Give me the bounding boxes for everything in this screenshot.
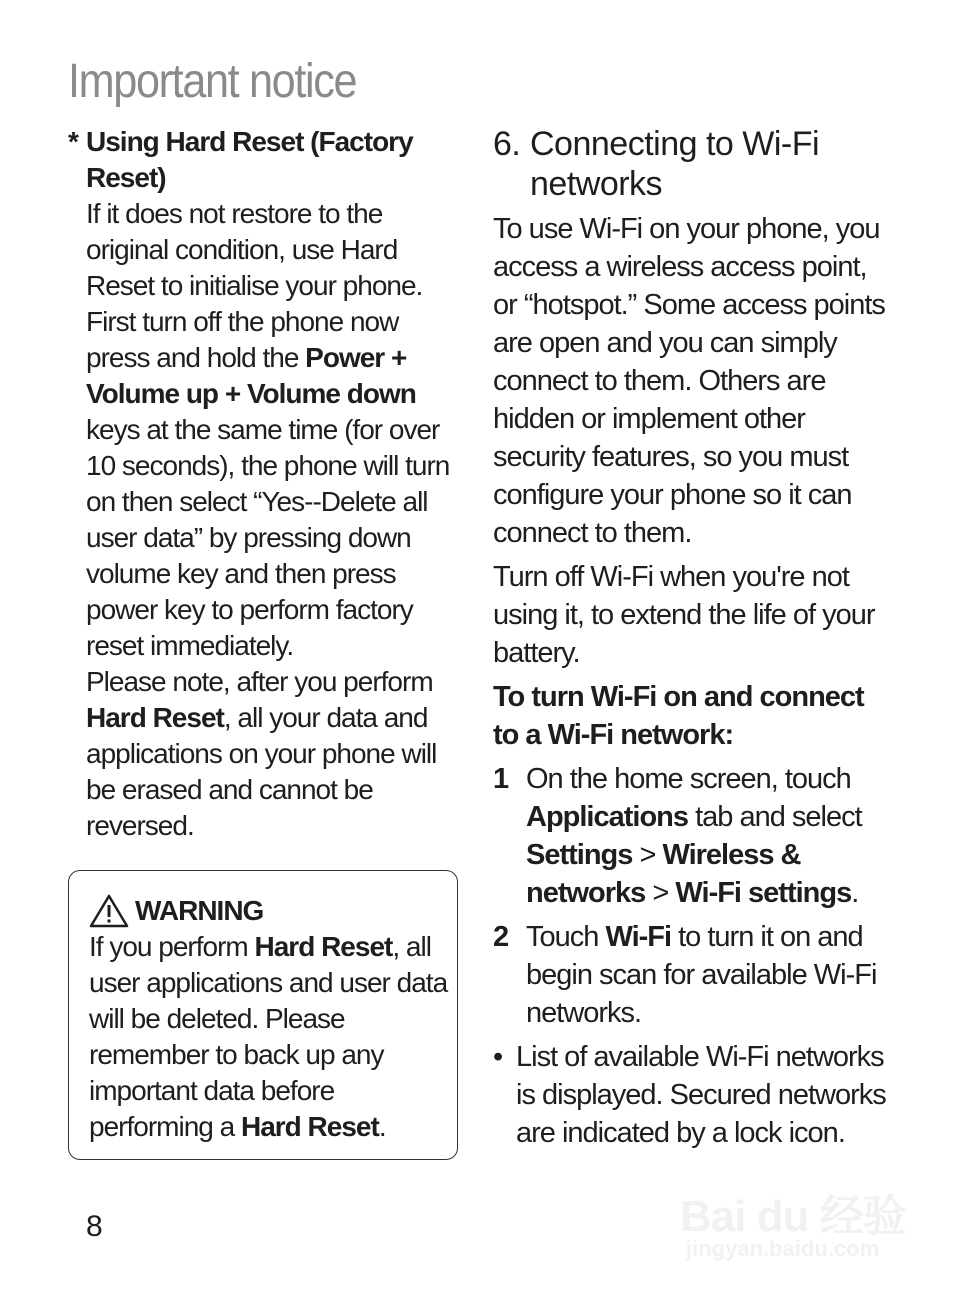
page-title: Important notice	[68, 55, 357, 108]
section-number: 6.	[493, 125, 521, 163]
section-title: 6. Connecting to Wi-Fi networks	[493, 125, 820, 203]
wifi-intro-paragraph: To use Wi-Fi on your phone, you access a wireless access point, or “hotspot.” Some access points are open and you can simply connect to them. Others are hidden or implement other security features, so you must configure your phone so it can connect to them.	[493, 213, 885, 549]
right-column	[493, 124, 893, 1152]
step-number: 2	[493, 921, 509, 953]
step-2: 2 Touch Wi-Fi to turn it on and begin scan for available Wi-Fi networks.	[493, 918, 893, 1032]
step-number: 1	[493, 763, 509, 795]
left-column	[68, 124, 463, 844]
wifi-battery-paragraph: Turn off Wi-Fi when you're not using it, to extend the life of your battery.	[493, 561, 875, 669]
watermark-brand: Bai du 经验	[680, 1192, 906, 1241]
hard-reset-note: Please note, after you perform Hard Reset, all your data and applications on your phone will be erased and cannot be reversed.	[86, 666, 437, 841]
wifi-subheading: To turn Wi-Fi on and connect to a Wi-Fi network:	[493, 681, 864, 751]
key-combination: Power + Volume up + Volume down	[86, 342, 416, 409]
baidu-watermark	[680, 1158, 910, 1268]
hard-reset-title: Using Hard Reset (Factory Reset)	[86, 126, 413, 193]
watermark-url: jingyan.baidu.com	[686, 1236, 880, 1261]
page-number: 8	[86, 1210, 103, 1243]
warning-text: If you perform Hard Reset, all user applications and user data will be deleted. Please remember to back up any important data before performing a Hard Reset.	[89, 931, 448, 1142]
asterisk-marker: *	[68, 126, 78, 157]
bullet-item: • List of available Wi-Fi networks is displayed. Secured networks are indicated by a lock icon.	[493, 1038, 893, 1152]
warning-triangle-icon	[89, 894, 129, 928]
step-1: 1 On the home screen, touch Applications tab and select Settings > Wireless & networks > Wi-Fi settings.	[493, 760, 893, 912]
hard-reset-instructions: If it does not restore to the original condition, use Hard Reset to initialise your phone. First turn off the phone now press and hold the Power + Volume up + Volume down keys at the same time (for over 10 seconds), the phone will turn on then select “Yes--Delete all user data” by pressing down volume key and then press power key to perform factory reset immediately.	[86, 198, 450, 661]
warning-box	[68, 870, 458, 1160]
bullet-icon: •	[493, 1041, 503, 1073]
warning-title: WARNING	[135, 895, 264, 926]
